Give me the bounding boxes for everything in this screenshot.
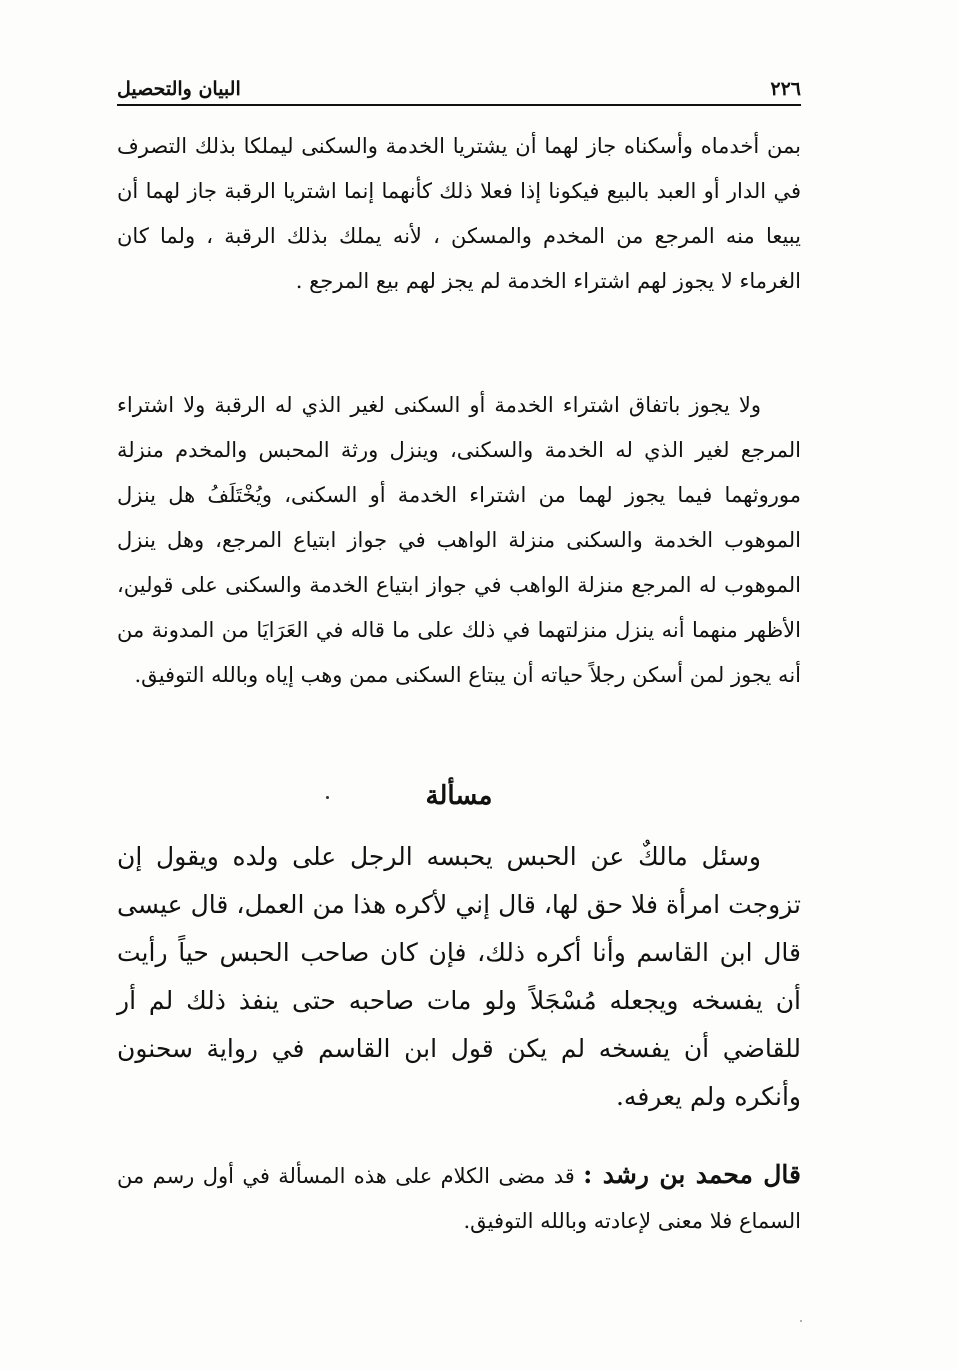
page-header: [117, 66, 801, 100]
header-rule: [117, 104, 801, 106]
commentary-body: قد مضى الكلام على هذه المسألة في أول رسم من السماع فلا معنى لإعادته وبالله التوفيق.: [117, 1164, 801, 1233]
running-title: البيان والتحصيل: [117, 78, 241, 100]
commentary-lead: قال محمد بن رشد :: [583, 1160, 801, 1189]
paragraph-1: بمن أخدماه وأسكناه جاز لهما أن يشتريا الخدمة والسكنى ليملكا بذلك التصرف في الدار أو العبد بالبيع فيكونا إذا فعلا ذلك كأنهما إنما اشتريا الرقبة جاز لهما أن يبيعا منه المرجع من المخدم والمسكن ، لأنه يملك بذلك الرقبة ، ولما كان الغرماء لا يجوز لهم اشتراء الخدمة لم يجز لهم بيع المرجع .: [117, 134, 801, 293]
paragraph-4: [117, 1151, 801, 1244]
paragraph-2: ولا يجوز باتفاق اشتراء الخدمة أو السكنى لغير الذي له الرقبة ولا اشتراء المرجع لغير الذي له الخدمة والسكنى، وينزل ورثة المحبس والمخدم منزلة موروثهما فيما يجوز لهما من اشتراء الخدمة أو السكنى، ويُخْتَلَفُ هل ينزل الموهوب الخدمة والسكنى منزلة الواهب في جواز ابتياع المرجع، وهل ينزل الموهوب له المرجع منزلة الواهب في جواز ابتياع الخدمة والسكنى على قولين، الأظهر منهما أنه ينزل منزلتهما في ذلك على ما قاله في العَرَايَا من المدونة من أنه يجوز لمن أسكن رجلاً حياته أن يبتاع السكنى ممن وهب إياه وبالله التوفيق.: [117, 393, 801, 687]
paragraph-3: وسئل مالكٌ عن الحبس يحبسه الرجل على ولده ويقول إن تزوجت امرأة فلا حق لها، قال إني لأكره هذا من العمل، قال عيسى قال ابن القاسم وأنا أكره ذلك، فإن كان صاحب الحبس حياً رأيت أن يفسخه ويجعله مُسْجَلاً ولو مات صاحبه حتى ينفذ ذلك لم أر للقاضي أن يفسخه لم يكن قول ابن القاسم في رواية سحنون وأنكره ولم يعرفه.: [117, 842, 801, 1111]
print-speck: [326, 796, 329, 799]
page-number: ٢٢٦: [770, 78, 801, 100]
section-heading: مسألة: [425, 781, 493, 811]
print-speck: [800, 1320, 802, 1322]
